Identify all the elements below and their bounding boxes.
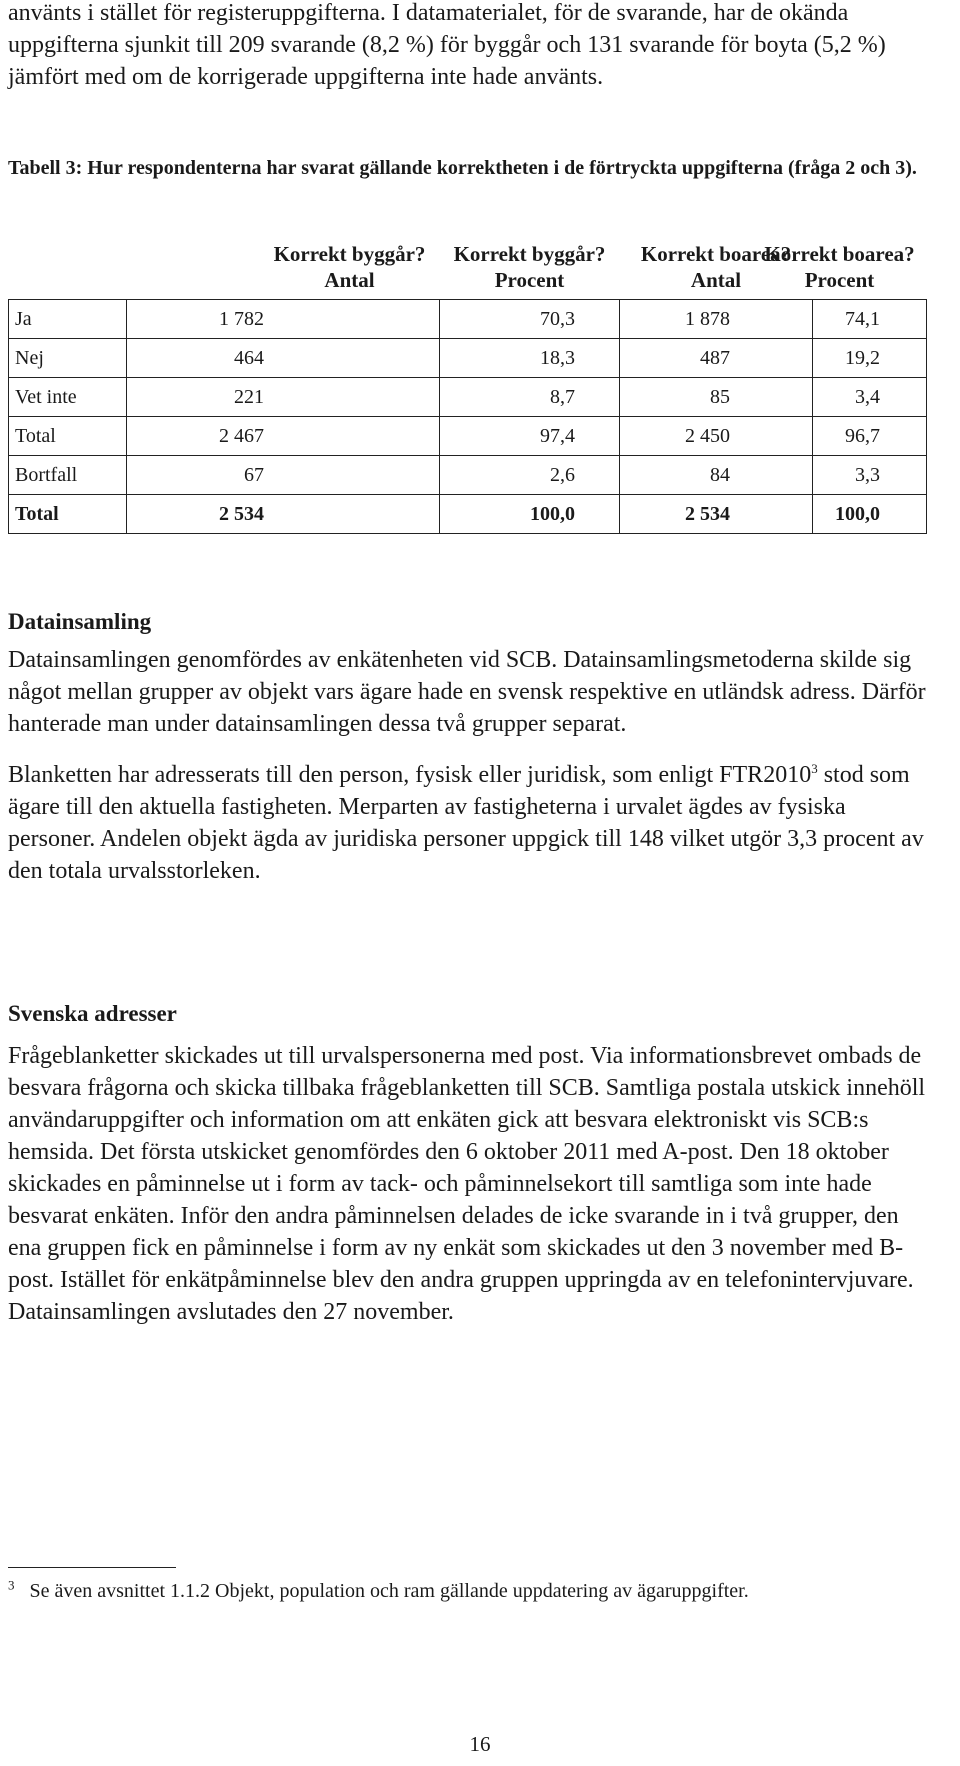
header-line: Korrekt byggår? (453, 242, 606, 266)
page-content (8, 0, 928, 179)
section-heading: Datainsamling (8, 609, 152, 634)
cell-value: 2 534 (127, 495, 440, 534)
cell-value: 97,4 (440, 417, 620, 456)
cell-value: 2 467 (127, 417, 440, 456)
cell-value: 8,7 (440, 378, 620, 417)
row-label: Total (9, 417, 127, 456)
row-label: Vet inte (9, 378, 127, 417)
row-label: Bortfall (9, 456, 127, 495)
cell-value: 2 534 (620, 495, 813, 534)
cell-value: 19,2 (813, 339, 927, 378)
table-row (9, 300, 927, 339)
header-line: Procent (804, 268, 875, 292)
table-row (9, 456, 927, 495)
cell-value: 67 (127, 456, 440, 495)
body-paragraph: Frågeblanketter skickades ut till urvalspersonerna med post. Via informationsbrevet ombads de besvara frågorna och skicka tillbaka frågeblanketten till SCB. Samtliga postala utskick innehöll användaruppgifter och information om att enkäten gick att besvara elektroniskt vis SCB:s hemsida. Det första utskicket genomfördes den 6 oktober 2011 med A-post. Den 18 oktober skickades en påminnelse ut i form av tack- och påminnelsekort till samtliga som inte hade besvarat enkäten. Inför den andra påminnelsen delades de icke svarande in i två grupper, den ena gruppen fick en påminnelse i form av ny enkät som skickades ut den 3 november med B-post. Istället för enkätpåminnelse blev den andra gruppen uppringda av en telefonintervjuvare. Datainsamlingen avslutades den 27 november. (8, 1043, 926, 1325)
table-total-row (9, 495, 927, 534)
header-byggar-procent (440, 241, 620, 300)
cell-value: 100,0 (813, 495, 927, 534)
results-table-wrapper (8, 241, 928, 534)
body-paragraph: Datainsamlingen genomfördes av enkätenheten vid SCB. Datainsamlingsmetoderna skilde sig något mellan grupper av objekt vars ägare hade en svensk respektive en utländsk adress. Därför hanterade man under datainsamlingen dessa två grupper separat. (8, 647, 926, 737)
cell-value: 96,7 (813, 417, 927, 456)
footnote-reference[interactable]: 3 (811, 761, 818, 776)
header-byggar-antal (127, 241, 440, 300)
cell-value: 100,0 (440, 495, 620, 534)
paragraph-text: Blanketten har adresserats till den person, fysisk eller juridisk, som enligt FTR2010 (8, 762, 812, 788)
header-line: Korrekt byggår? (273, 242, 426, 266)
row-label: Total (9, 495, 127, 534)
header-line: Procent (494, 268, 565, 292)
paragraph-text: stod som ägare till den aktuella fastigheten. Merparten av fastigheterna i urvalet ägdes av fysiska personer. Andelen objekt ägda av juridiska personer uppgick till 148 vilket utgör 3,3 procent av den totala urvalsstorleken. (8, 762, 924, 884)
cell-value: 74,1 (813, 300, 927, 339)
cell-value: 1 782 (127, 300, 440, 339)
table-row (9, 339, 927, 378)
header-line: Antal (324, 268, 375, 292)
section-datainsamling (8, 607, 928, 887)
cell-value: 221 (127, 378, 440, 417)
footnote-divider (8, 1567, 176, 1568)
cell-value: 18,3 (440, 339, 620, 378)
cell-value: 2,6 (440, 456, 620, 495)
table-header-row (9, 241, 927, 300)
cell-value: 70,3 (440, 300, 620, 339)
header-line: Korrekt boarea? (764, 242, 915, 266)
cell-value: 3,3 (813, 456, 927, 495)
cell-value: 1 878 (620, 300, 813, 339)
row-label: Ja (9, 300, 127, 339)
body-paragraph (8, 759, 928, 887)
header-empty-cell (9, 241, 127, 300)
cell-value: 2 450 (620, 417, 813, 456)
header-line: Antal (690, 268, 742, 292)
footnote (8, 1578, 928, 1604)
cell-value: 84 (620, 456, 813, 495)
cell-value: 3,4 (813, 378, 927, 417)
intro-paragraph: använts i stället för registeruppgifterna. I datamaterialet, för de svarande, har de okända uppgifterna sjunkit till 209 svarande (8,2 %) för byggår och 131 svarande för boyta (5,2 %) jämfört med om de korrigerade uppgifterna inte hade använts. (8, 0, 886, 90)
page-number: 16 (469, 1732, 491, 1756)
table-row (9, 378, 927, 417)
section-heading: Svenska adresser (8, 1001, 177, 1026)
table-row (9, 417, 927, 456)
header-line: Korrekt boarea? (640, 242, 792, 266)
footnote-number: 3 (8, 1577, 15, 1593)
results-table (8, 241, 927, 534)
cell-value: 85 (620, 378, 813, 417)
cell-value: 464 (127, 339, 440, 378)
cell-value: 487 (620, 339, 813, 378)
footnote-text: Se även avsnittet 1.1.2 Objekt, population och ram gällande uppdatering av ägaruppgifter. (29, 1580, 749, 1602)
row-label: Nej (9, 339, 127, 378)
header-boarea-procent (764, 241, 927, 300)
table-caption: Tabell 3: Hur respondenterna har svarat gällande korrektheten i de förtryckta uppgifterna (fråga 2 och 3). (8, 157, 917, 179)
section-svenska-adresser (8, 999, 928, 1328)
